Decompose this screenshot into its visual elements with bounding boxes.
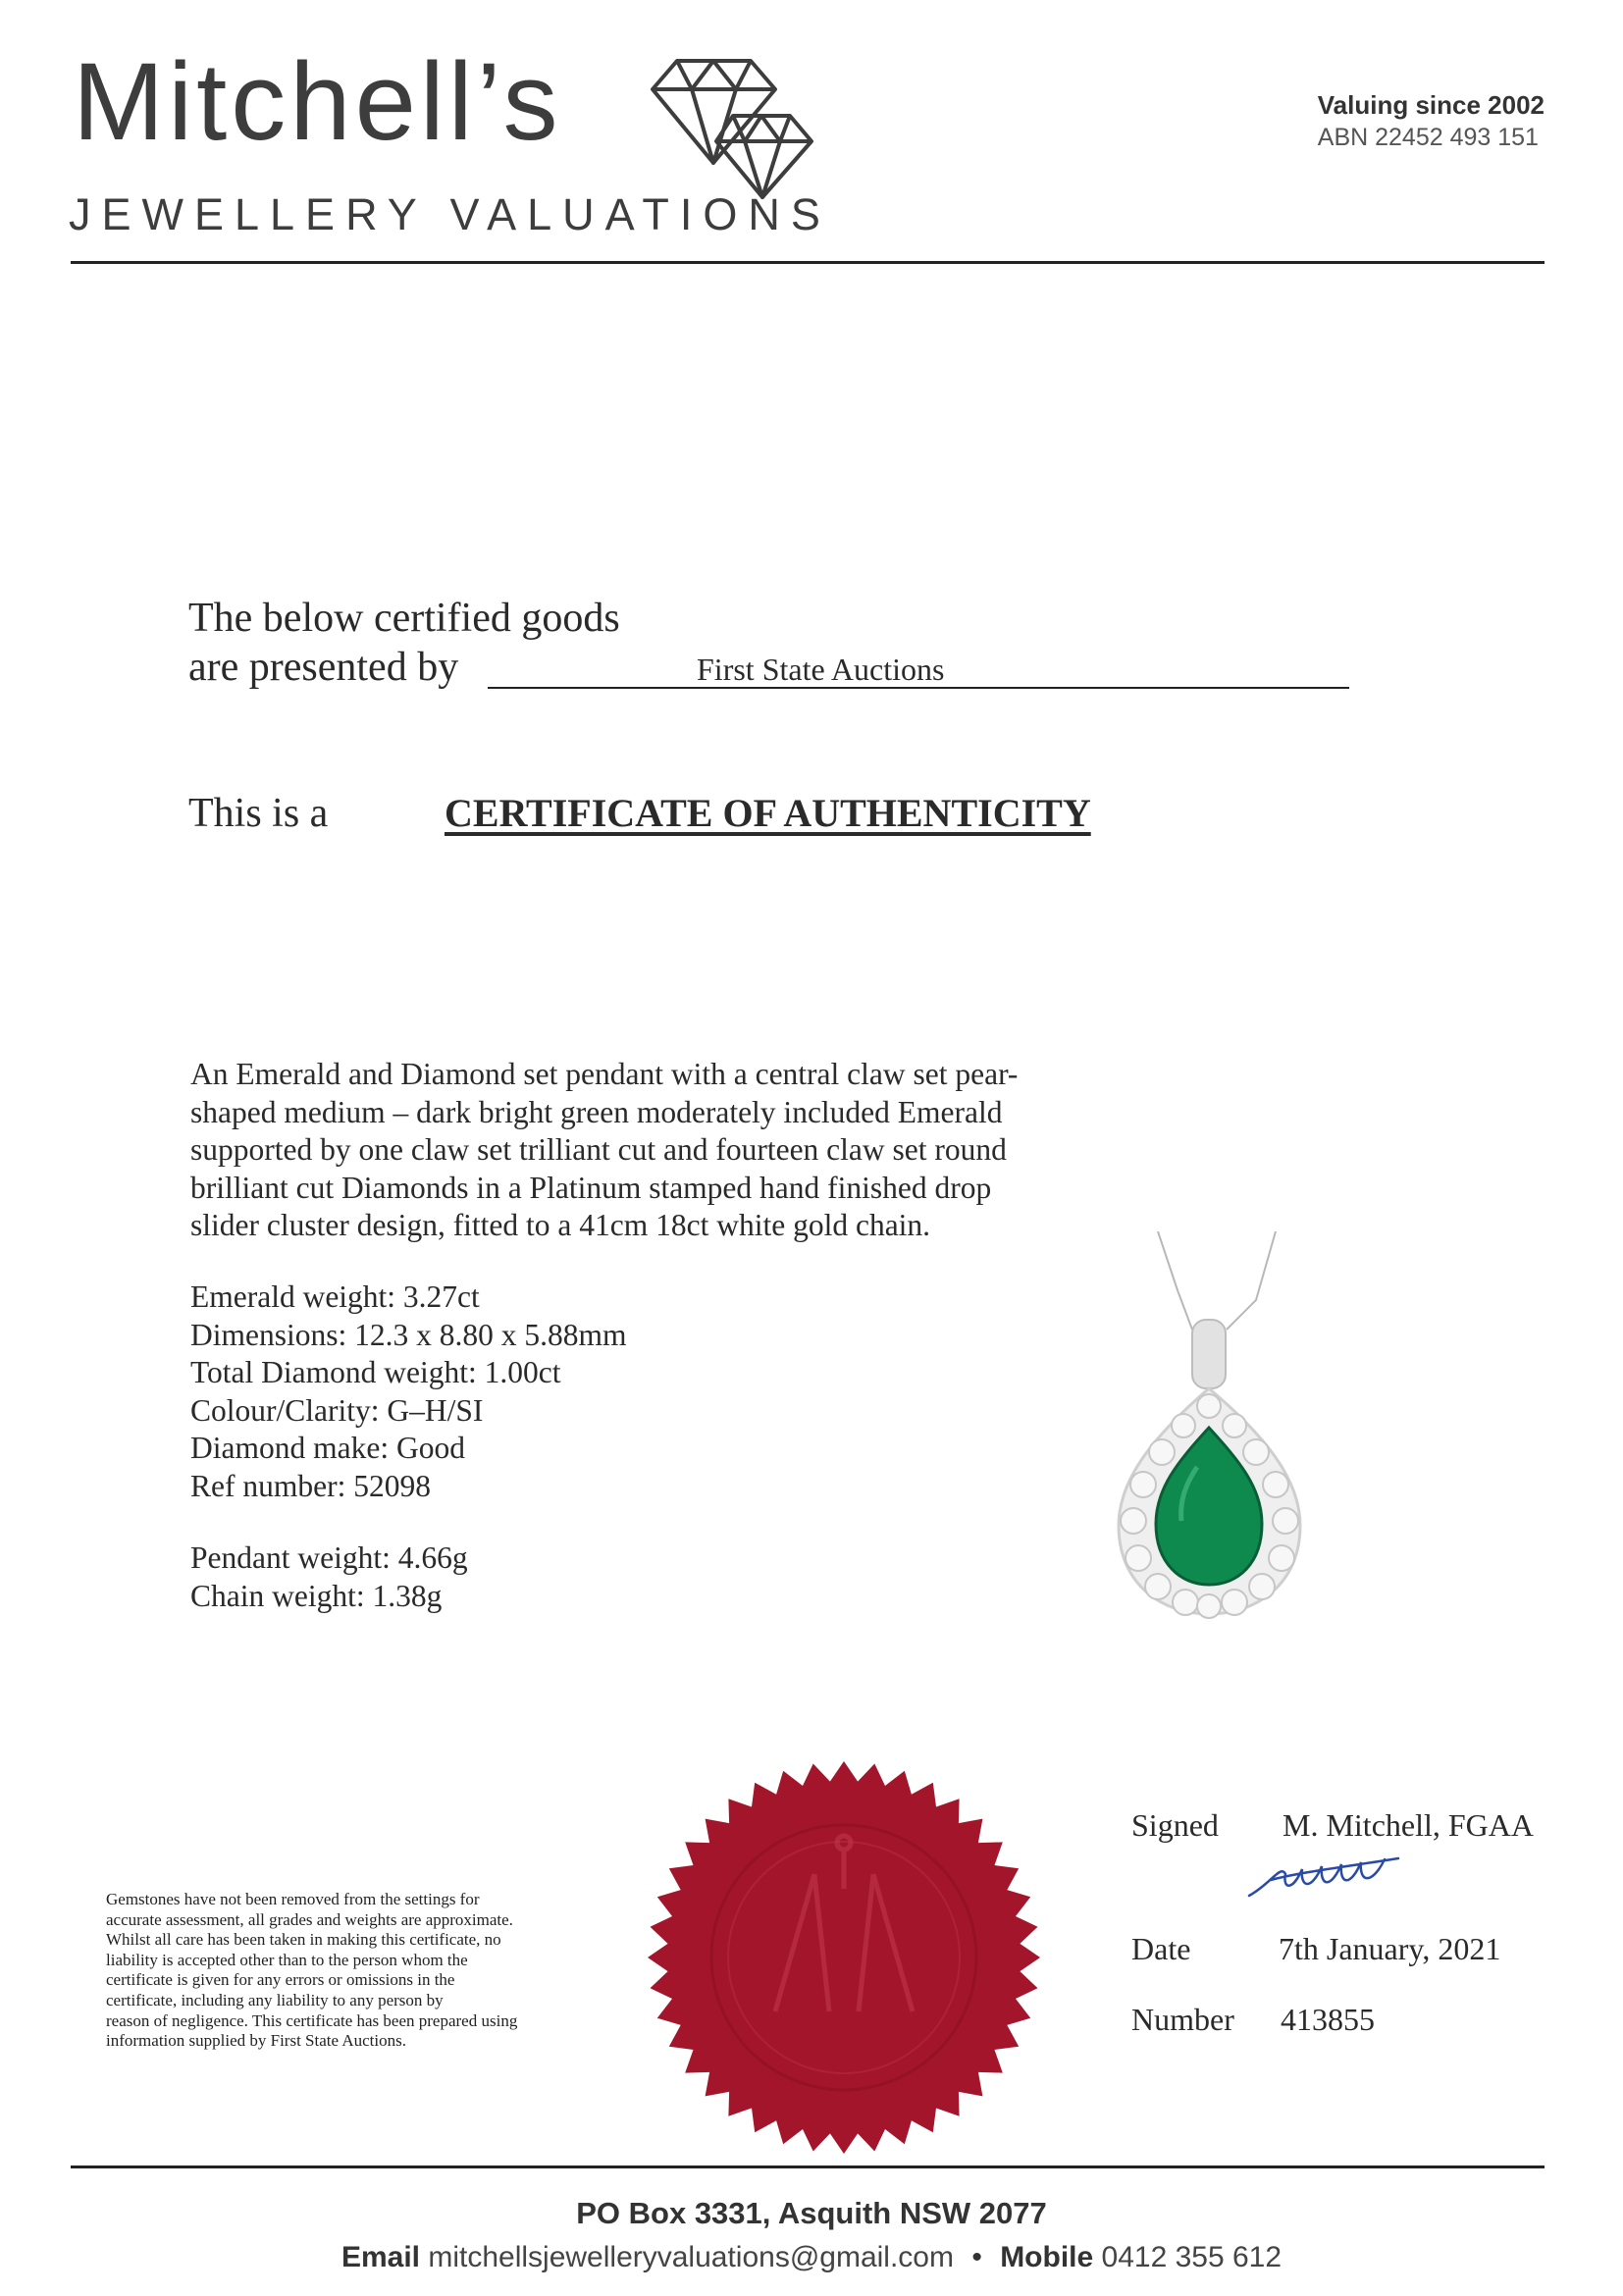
disclaimer-line: certificate is given for any errors or omissions in the xyxy=(106,1970,455,1990)
certificate-date: 7th January, 2021 xyxy=(1279,1931,1501,1966)
disclaimer-line: liability is accepted other than to the person whom the xyxy=(106,1950,468,1969)
date-label: Date xyxy=(1131,1931,1191,1966)
signer-name: M. Mitchell, FGAA xyxy=(1283,1807,1534,1843)
certificate-number: 413855 xyxy=(1281,2002,1375,2037)
disclaimer-line: accurate assessment, all grades and weights are approximate. xyxy=(106,1909,513,1929)
email-label: Email xyxy=(340,2241,420,2273)
pendant-weight: Pendant weight: 4.66g xyxy=(190,1540,468,1575)
chain-weight: Chain weight: 1.38g xyxy=(190,1578,443,1613)
disclaimer-line: Gemstones have not been removed from the settings for xyxy=(106,1890,480,1908)
item-description xyxy=(190,1056,1073,1245)
signed-label: Signed xyxy=(1131,1807,1219,1843)
spec-diamond-make: Diamond make: Good xyxy=(190,1431,465,1465)
pendant-photo xyxy=(1089,1231,1325,1624)
header-divider xyxy=(71,261,1544,264)
description-line: brilliant cut Diamonds in a Platinum stamped hand finished drop xyxy=(190,1170,992,1205)
disclaimer xyxy=(106,1890,517,2052)
presented-line-1: The below certified goods xyxy=(188,596,620,641)
item-weights xyxy=(190,1539,468,1615)
email-address[interactable]: mitchellsjewelleryvaluations@gmail.com xyxy=(428,2241,954,2273)
spec-emerald-weight: Emerald weight: 3.27ct xyxy=(190,1279,480,1314)
footer-address: PO Box 3331, Asquith NSW 2077 xyxy=(576,2196,1047,2230)
mobile-label: Mobile xyxy=(1000,2241,1094,2273)
footer-separator: • xyxy=(971,2241,982,2273)
brand-name: Mitchell’s xyxy=(73,40,562,163)
certificate-prefix: This is a xyxy=(188,791,329,836)
description-line: supported by one claw set trilliant cut and fourteen claw set round xyxy=(190,1132,1007,1167)
spec-dimensions: Dimensions: 12.3 x 8.80 x 5.88mm xyxy=(190,1317,627,1352)
certificate-title: CERTIFICATE OF AUTHENTICITY xyxy=(445,791,1091,835)
presenter-name: First State Auctions xyxy=(697,652,945,687)
wax-seal xyxy=(643,1756,1045,2159)
brand-subtitle: JEWELLERY VALUATIONS xyxy=(69,189,831,239)
tagline: Valuing since 2002 xyxy=(1317,90,1544,120)
spec-colour-clarity: Colour/Clarity: G–H/SI xyxy=(190,1392,484,1428)
abn: ABN 22452 493 151 xyxy=(1317,124,1539,151)
handwritten-signature xyxy=(1241,1845,1457,1913)
disclaimer-line: certificate, including any liability to any person by xyxy=(106,1990,444,2009)
mobile-number[interactable]: 0412 355 612 xyxy=(1101,2241,1283,2273)
footer-contact xyxy=(0,2241,1623,2274)
number-label: Number xyxy=(1131,2002,1234,2037)
disclaimer-line: Whilst all care has been taken in making this certificate, no xyxy=(106,1930,501,1950)
disclaimer-line: reason of negligence. This certificate has been prepared using xyxy=(106,2010,518,2030)
company-details xyxy=(1318,88,1544,153)
description-line: shaped medium – dark bright green moderately included Emerald xyxy=(190,1094,1003,1129)
disclaimer-line: information supplied by First State Auctions. xyxy=(106,2031,406,2051)
diamond-icon xyxy=(643,55,819,202)
spec-ref-number: Ref number: 52098 xyxy=(190,1468,431,1503)
gem-specifications xyxy=(190,1278,627,1505)
description-line: slider cluster design, fitted to a 41cm 18ct white gold chain. xyxy=(190,1208,931,1242)
presented-line-2: are presented by xyxy=(188,645,459,690)
spec-diamond-weight: Total Diamond weight: 1.00ct xyxy=(190,1355,561,1389)
description-line: An Emerald and Diamond set pendant with a central claw set pear- xyxy=(190,1057,1019,1091)
footer-divider xyxy=(71,2166,1544,2168)
